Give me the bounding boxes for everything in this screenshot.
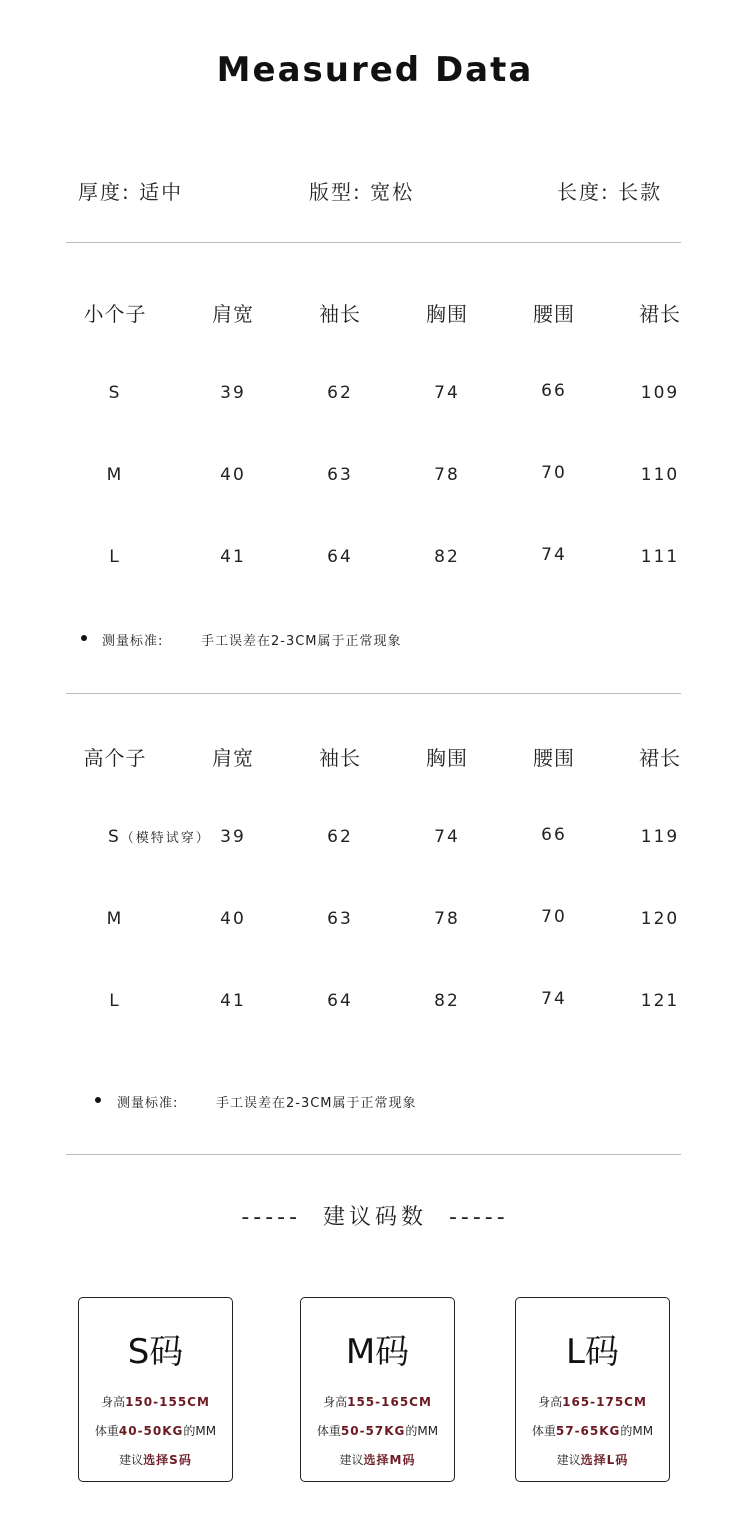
header-waist: 腰围 [533, 746, 575, 770]
card-height [516, 1393, 669, 1410]
size-card-s [78, 1297, 233, 1482]
cell-value: 63 [327, 909, 353, 929]
card-advice [516, 1451, 669, 1468]
header-sleeve: 袖长 [319, 302, 361, 326]
weight-label: 体重 [531, 1424, 556, 1438]
advice-label: 建议 [119, 1453, 144, 1467]
cell-value: 41 [220, 547, 246, 567]
cell-value: 66 [541, 825, 567, 845]
row-size: L [109, 547, 121, 567]
height-label: 身高 [323, 1395, 348, 1409]
cell-value: 41 [220, 991, 246, 1011]
advice-label: 建议 [556, 1453, 581, 1467]
row-size: M [106, 909, 124, 929]
measure-note-text: 手工误差在2-3CM属于正常现象 [216, 1096, 417, 1111]
size-card-m [300, 1297, 455, 1482]
weight-label: 体重 [316, 1424, 341, 1438]
measure-note-label: 测量标准: [102, 634, 164, 649]
cell-value: 70 [541, 907, 567, 927]
weight-label: 体重 [94, 1424, 119, 1438]
attribute-label: 长度: [557, 180, 610, 204]
attribute-value: 适中 [139, 180, 184, 204]
advice-value: 选择S码 [143, 1453, 192, 1467]
weight-suffix: 的MM [620, 1424, 654, 1438]
weight-value: 40-50KG [118, 1424, 184, 1438]
header-sleeve: 袖长 [319, 746, 361, 770]
header-category: 小个子 [83, 302, 147, 326]
attribute-thickness [78, 176, 183, 205]
cell-value: 62 [327, 827, 353, 847]
header-shoulder: 肩宽 [212, 302, 254, 326]
cell-value: 110 [640, 465, 680, 485]
cell-value: 62 [327, 383, 353, 403]
cell-value: 63 [327, 465, 353, 485]
cell-value: 111 [640, 547, 680, 567]
attribute-fit [309, 176, 414, 205]
card-size-label: M码 [345, 1332, 410, 1372]
model-note: （模特试穿） [120, 831, 211, 846]
measure-note-label: 测量标准: [117, 1096, 179, 1111]
cell-value: 121 [640, 991, 680, 1011]
cell-value: 39 [220, 827, 246, 847]
header-chest: 胸围 [426, 746, 468, 770]
card-size-label: S码 [127, 1332, 184, 1372]
recommend-title: ----- 建议码数 ----- [241, 1205, 509, 1230]
page-title: Measured Data [216, 50, 534, 90]
card-height [79, 1393, 232, 1410]
header-skirt-length: 裙长 [639, 302, 681, 326]
cell-value: 78 [434, 465, 460, 485]
card-size-label: L码 [566, 1332, 619, 1372]
header-shoulder: 肩宽 [212, 746, 254, 770]
weight-value: 57-65KG [555, 1424, 621, 1438]
divider [66, 693, 681, 694]
weight-suffix: 的MM [405, 1424, 439, 1438]
advice-value: 选择L码 [580, 1453, 629, 1467]
cell-value: 109 [640, 383, 680, 403]
cell-value: 40 [220, 465, 246, 485]
cell-value: 66 [541, 381, 567, 401]
cell-value: 82 [434, 547, 460, 567]
divider [66, 242, 681, 243]
height-value: 150-155CM [125, 1395, 210, 1409]
divider [66, 1154, 681, 1155]
header-chest: 胸围 [426, 302, 468, 326]
card-weight [516, 1422, 669, 1439]
height-label: 身高 [101, 1395, 126, 1409]
height-label: 身高 [538, 1395, 563, 1409]
cell-value: 119 [640, 827, 680, 847]
card-advice [79, 1451, 232, 1468]
attribute-length [557, 176, 662, 205]
cell-value: 64 [327, 991, 353, 1011]
weight-suffix: 的MM [183, 1424, 217, 1438]
bullet-icon [95, 1097, 101, 1103]
cell-value: 82 [434, 991, 460, 1011]
cell-value: 39 [220, 383, 246, 403]
measure-note-text: 手工误差在2-3CM属于正常现象 [201, 634, 402, 649]
advice-label: 建议 [339, 1453, 364, 1467]
cell-value: 78 [434, 909, 460, 929]
bullet-icon [81, 635, 87, 641]
height-value: 155-165CM [347, 1395, 432, 1409]
card-weight [79, 1422, 232, 1439]
size-card-l [515, 1297, 670, 1482]
card-advice [301, 1451, 454, 1468]
cell-value: 70 [541, 463, 567, 483]
attribute-label: 厚度: [78, 180, 131, 204]
row-size: L [109, 991, 121, 1011]
header-category: 高个子 [83, 746, 147, 770]
cell-value: 74 [434, 383, 460, 403]
attribute-label: 版型: [309, 180, 362, 204]
card-height [301, 1393, 454, 1410]
height-value: 165-175CM [562, 1395, 647, 1409]
row-size: M [106, 465, 124, 485]
header-waist: 腰围 [533, 302, 575, 326]
cell-value: 64 [327, 547, 353, 567]
size-label: S [108, 827, 121, 847]
attribute-value: 宽松 [370, 180, 415, 204]
cell-value: 74 [541, 545, 567, 565]
cell-value: 74 [541, 989, 567, 1009]
cell-value: 120 [640, 909, 680, 929]
attribute-value: 长款 [618, 180, 663, 204]
card-weight [301, 1422, 454, 1439]
cell-value: 74 [434, 827, 460, 847]
header-skirt-length: 裙长 [639, 746, 681, 770]
weight-value: 50-57KG [340, 1424, 406, 1438]
advice-value: 选择M码 [363, 1453, 416, 1467]
row-size: S [108, 383, 122, 403]
cell-value: 40 [220, 909, 246, 929]
